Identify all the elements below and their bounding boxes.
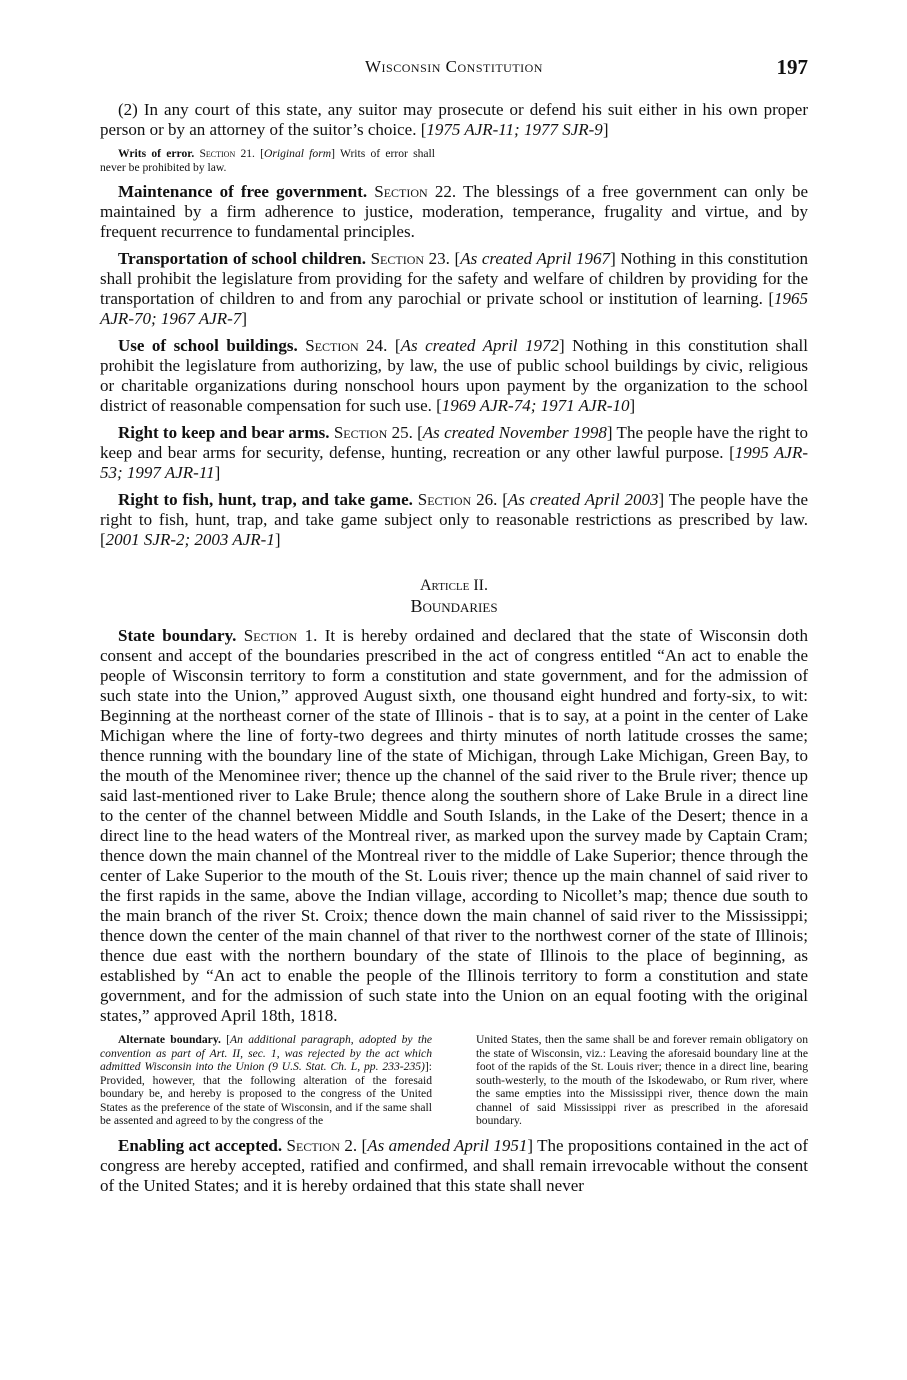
section-heading: Right to fish, hunt, trap, and take game. <box>118 490 413 509</box>
sec20-para2: (2) In any court of this state, any suitor may prosecute or defend his suit either in his own proper person or by an attorney of the suitor’s choice. [1975 AJR-11; 1977 SJR-9] <box>100 100 808 139</box>
article-heading <box>100 576 808 616</box>
legislative-citation: 1965 AJR-70; 1967 AJR-7 <box>100 289 808 328</box>
history-note: As created April 1972 <box>400 336 560 355</box>
section-heading: Alternate boundary. <box>118 1033 221 1046</box>
section-heading: Transportation of school children. <box>118 249 366 268</box>
legislative-citation: 1995 AJR-53; 1997 AJR-11 <box>100 443 809 482</box>
sec22: Maintenance of free government. Section 22. The blessings of a free government can only be maintained by a firm adherence to justice, moderation, temperance, frugality and virtue, and by frequent recurrence to fundamental principles. <box>100 182 809 241</box>
running-title: Wisconsin Constitution <box>365 57 543 76</box>
history-note: As created April 2003 <box>507 490 659 509</box>
sec25: Right to keep and bear arms. Section 25. [As created November 1998] The people have the right to keep and bear arms for security, defense, hunting, recreation or any other lawful purpose. [1995 AJR-53; 1997 AJR-11] <box>100 423 809 482</box>
section-heading: State boundary. <box>118 626 237 645</box>
history-note: An additional paragraph, adopted by the convention as part of Art. II, sec. 1, was rejected by the act which admitted Wisconsin into the Union (9 U.S. Stat. Ch. L, pp. 233-235) <box>100 1033 433 1073</box>
art2-sec2: Enabling act accepted. Section 2. [As amended April 1951] The propositions contained in the act of congress are hereby accepted, ratified and confirmed, and shall remain irrevocable without the consent of the United States; and it is hereby ordained that this state shall never <box>100 1135 808 1195</box>
section-heading: Writs of error. <box>118 147 195 160</box>
sec24: Use of school buildings. Section 24. [As created April 1972] Nothing in this constitution shall prohibit the legislature from authorizing, by law, the use of public school buildings by civic, religious or charitable organizations during nonschool hours upon payment by the organization to the school district of reasonable compensation for such use. [1969 AJR-74; 1971 AJR-10] <box>100 336 808 415</box>
section-heading: Use of school buildings. <box>118 336 298 355</box>
document-page <box>100 52 808 1203</box>
article-title: Boundaries <box>410 596 498 616</box>
legislative-citation: 1975 AJR-11; 1977 SJR-9 <box>426 120 603 139</box>
history-note: As created November 1998 <box>422 423 607 442</box>
sec26: Right to fish, hunt, trap, and take game. Section 26. [As created April 2003] The people have the right to fish, hunt, trap, and take game subject only to reasonable restrictions as prescribed by law. [2001 SJR-2; 2003 AJR-1] <box>100 490 808 549</box>
note-right-column: United States, then the same shall be and forever remain obligatory on the state of Wisconsin, viz.: Leaving the aforesaid boundary line at the foot of the rapids of the St. Louis river; thence in a direct line, bearing south-westerly, to the mouth of the Iskodewabo, or Rum river, where the same empties into the Mississippi river, thence down the main channel of said Mississippi river as prescribed in the aforesaid boundary. <box>476 1033 808 1127</box>
legislative-citation: 1969 AJR-74; 1971 AJR-10 <box>441 396 630 415</box>
article-number: Article II. <box>419 577 489 594</box>
sec23: Transportation of school children. Section 23. [As created April 1967] Nothing in this constitution shall prohibit the legislature from providing for the safety and welfare of children by providing for the transportation of children to and from any parochial or private school or institution of learning. [1965 AJR-70; 1967 AJR-7] <box>100 249 808 328</box>
section-heading: Enabling act accepted. <box>118 1135 283 1155</box>
section-heading: Maintenance of free government. <box>118 182 368 201</box>
sec21-block: Writs of error. Section 21. [Original form] Writs of error shall never be prohibited by law. <box>100 147 435 174</box>
history-note: Original form <box>264 147 332 160</box>
section-heading: Right to keep and bear arms. <box>118 423 330 442</box>
art2-sec1: State boundary. Section 1. It is hereby ordained and declared that the state of Wisconsin doth consent and accept of the boundaries prescribed in the act of congress entitled “An act to enable the people of Wisconsin territory to form a constitution and state government, and for the admission of such state into the Union,” approved August sixth, one thousand eight hundred and forty-six, to wit: Beginning at the northeast corner of the state of Illinois - that is to say, at a point in the center of Lake Michigan where the line of forty-two degrees and thirty minutes of north latitude crosses the same; thence running with the boundary line of the state of Michigan, through Lake Michigan, Green Bay, to the mouth of the Menominee river; thence up the channel of the said river to the Brule river; thence up said last-mentioned river to Lake Brule; thence along the southern shore of Lake Brule in a direct line to the center of the channel between Middle and South Islands, in the Lake of the Desert; thence in a direct line to the head waters of the Montreal river, as marked upon the survey made by Captain Cram; thence down the main channel of the Montreal river to the middle of Lake Superior; thence through the center of Lake Superior to the mouth of the St. Louis river; thence up the main channel of said river to the first rapids in the same, above the Indian village, according to Nicollet’s map; thence due south to the main branch of the river St. Croix; thence down the main channel of said river to the Mississippi; thence down the center of the main channel of that river to the northwest corner of the state of Illinois; thence due east with the northern boundary of the state of Illinois to the place of beginning, as established by “An act to enable the people of the Illinois territory to form a constitution and state government, and for the admission of such state into the Union on an equal footing with the original states,” approved April 18th, 1818. <box>100 626 809 1025</box>
alternate-boundary-note <box>100 1033 808 1128</box>
page-number: 197 <box>776 55 808 79</box>
history-note: As amended April 1951 <box>367 1135 528 1155</box>
page-header <box>100 52 808 86</box>
note-left-column: Alternate boundary. [An additional paragraph, adopted by the convention as part of Art. II, sec. 1, was rejected by the act which admitted Wisconsin into the Union (9 U.S. Stat. Ch. L, pp. 233-235)]: Provided, however, that the following alteration of the foresaid boundary be, and hereby is proposed to the congress of the United States as the preference of the state of Wisconsin, and if the same shall be assented and agreed to by the congress of the <box>100 1033 433 1127</box>
legislative-citation: 2001 SJR-2; 2003 AJR-1 <box>105 530 275 549</box>
history-note: As created April 1967 <box>460 249 611 268</box>
